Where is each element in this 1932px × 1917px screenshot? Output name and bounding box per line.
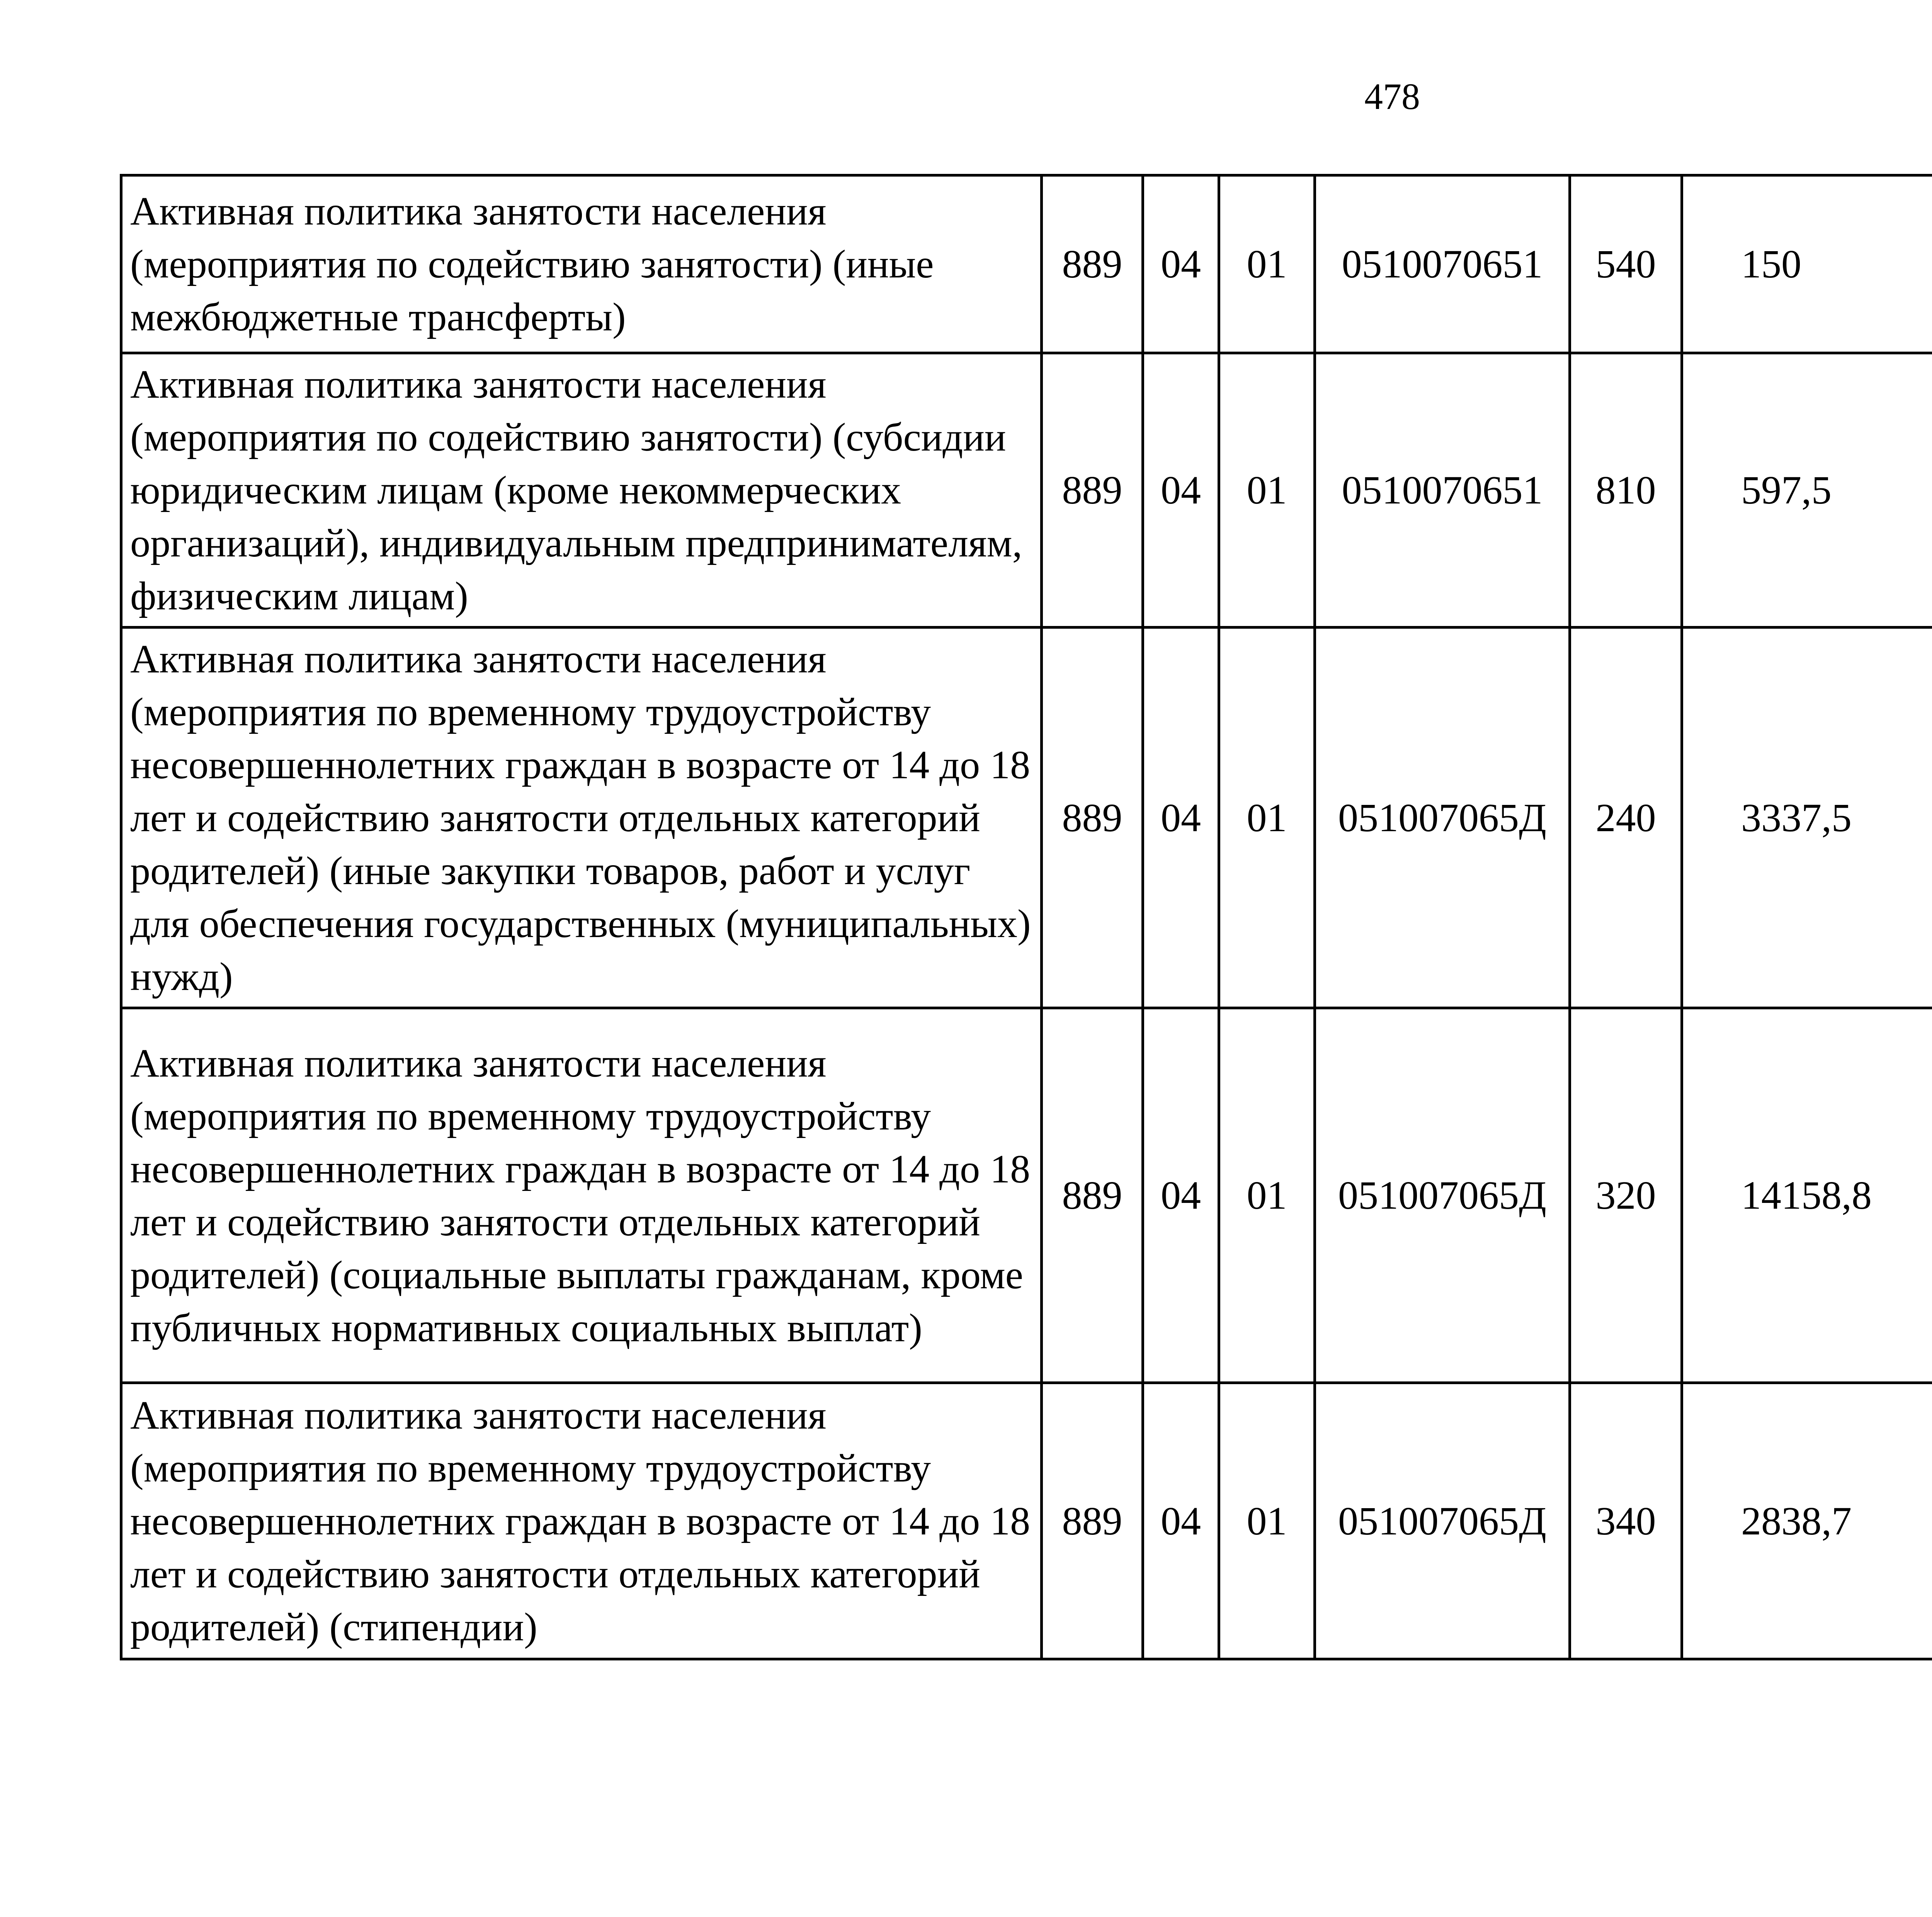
description-cell: Активная политика занятости населения (мероприятия по временному трудоустройству несовершеннолетних граждан в возрасте от 14 до 18 лет и содействию занятости отдельных категорий родителей) (стипендии) [121,1383,1042,1659]
description-cell: Активная политика занятости населения (мероприятия по содействию занятости) (субсидии юридическим лицам (кроме некоммерческих организаций), индивидуальным предпринимателям, физическим лицам) [121,353,1042,628]
expense-type-cell: 240 [1570,628,1682,1008]
subsection-code-cell: 01 [1219,628,1315,1008]
ministry-code-cell: 889 [1042,628,1143,1008]
expense-type-cell: 540 [1570,175,1682,353]
subsection-code-cell: 01 [1219,175,1315,353]
amount-1-cell: 3337,5 [1682,628,1932,1008]
ministry-code-cell: 889 [1042,1383,1143,1659]
table-row [121,628,1932,1008]
expense-type-cell: 810 [1570,353,1682,628]
amount-1-cell: 150 [1682,175,1932,353]
table-row [121,353,1932,628]
subsection-code-cell: 01 [1219,353,1315,628]
ministry-code-cell: 889 [1042,1008,1143,1383]
description-cell: Активная политика занятости населения (мероприятия по временному трудоустройству несовершеннолетних граждан в возрасте от 14 до 18 лет и содействию занятости отдельных категорий родителей) (социальные выплаты гражданам, кроме публичных нормативных социальных выплат) [121,1008,1042,1383]
target-article-cell: 0510070651 [1315,175,1570,353]
amount-1-cell: 597,5 [1682,353,1932,628]
section-code-cell: 04 [1143,1008,1219,1383]
table-row [121,1008,1932,1383]
table-row [121,175,1932,353]
table-row [121,1383,1932,1659]
ministry-code-cell: 889 [1042,353,1143,628]
page-number: 478 [1364,76,1420,117]
subsection-code-cell: 01 [1219,1383,1315,1659]
budget-table [120,174,1932,1660]
description-cell: Активная политика занятости населения (мероприятия по временному трудоустройству несовершеннолетних граждан в возрасте от 14 до 18 лет и содействию занятости отдельных категорий родителей) (иные закупки товаров, работ и услуг для обеспечения государственных (муниципальных) нужд) [121,628,1042,1008]
expense-type-cell: 320 [1570,1008,1682,1383]
description-cell: Активная политика занятости населения (мероприятия по содействию занятости) (иные межбюджетные трансферты) [121,175,1042,353]
target-article-cell: 051007065Д [1315,1383,1570,1659]
section-code-cell: 04 [1143,628,1219,1008]
subsection-code-cell: 01 [1219,1008,1315,1383]
target-article-cell: 051007065Д [1315,1008,1570,1383]
target-article-cell: 0510070651 [1315,353,1570,628]
amount-1-cell: 14158,8 [1682,1008,1932,1383]
amount-1-cell: 2838,7 [1682,1383,1932,1659]
expense-type-cell: 340 [1570,1383,1682,1659]
ministry-code-cell: 889 [1042,175,1143,353]
section-code-cell: 04 [1143,175,1219,353]
target-article-cell: 051007065Д [1315,628,1570,1008]
section-code-cell: 04 [1143,353,1219,628]
section-code-cell: 04 [1143,1383,1219,1659]
